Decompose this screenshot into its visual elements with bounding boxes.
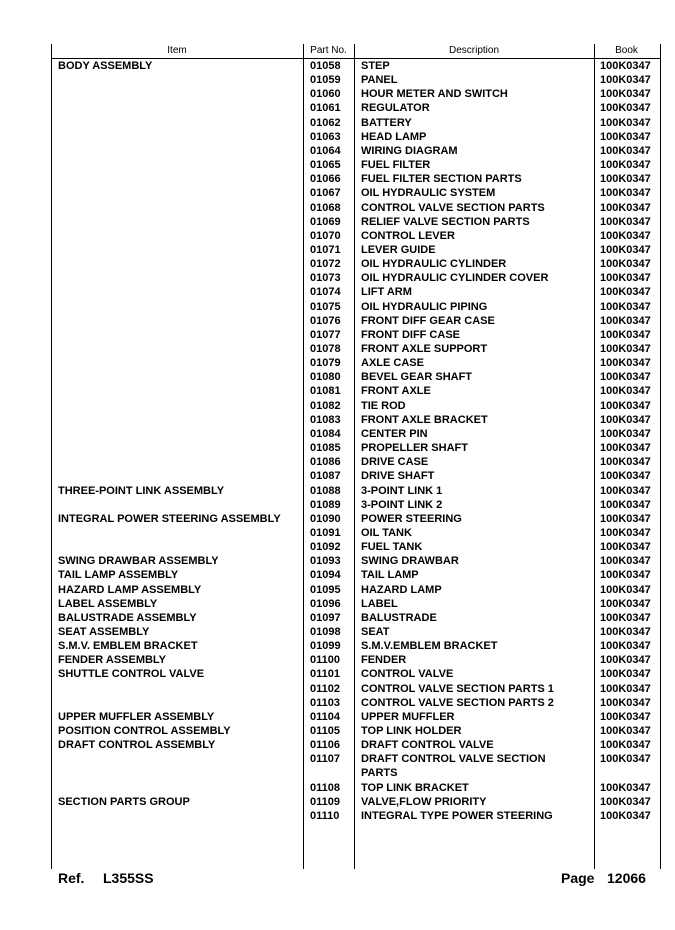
book-cell: 100K0347 <box>600 710 651 723</box>
table-row <box>0 625 675 639</box>
book-cell: 100K0347 <box>600 470 651 483</box>
part-no-cell: 01109 <box>310 795 340 808</box>
table-row <box>0 215 675 229</box>
description-cell: LEVER GUIDE <box>361 243 436 256</box>
description-cell: DRAFT CONTROL VALVE <box>361 739 494 752</box>
part-no-cell: 01065 <box>310 159 341 172</box>
page-number: 12066 <box>607 870 646 886</box>
table-row <box>0 752 675 780</box>
book-cell: 100K0347 <box>600 696 651 709</box>
part-no-cell: 01102 <box>310 682 340 695</box>
table-row <box>0 229 675 243</box>
description-cell: BATTERY <box>361 116 412 129</box>
item-cell: SWING DRAWBAR ASSEMBLY <box>58 555 219 568</box>
description-cell: HOUR METER AND SWITCH <box>361 88 508 101</box>
part-no-cell: 01099 <box>310 640 341 653</box>
description-cell: OIL HYDRAULIC CYLINDER <box>361 258 507 271</box>
table-row <box>0 144 675 158</box>
description-cell: DRIVE SHAFT <box>361 470 435 483</box>
description-cell: PANEL <box>361 74 398 87</box>
book-cell: 100K0347 <box>600 583 651 596</box>
table-row <box>0 384 675 398</box>
description-cell: REGULATOR <box>361 102 430 115</box>
part-no-cell: 01080 <box>310 371 341 384</box>
part-no-cell: 01100 <box>310 654 340 667</box>
book-cell: 100K0347 <box>600 88 651 101</box>
description-cell: FUEL FILTER <box>361 159 431 172</box>
description-cell: FRONT DIFF CASE <box>361 328 460 341</box>
book-cell: 100K0347 <box>600 725 651 738</box>
table-row <box>0 271 675 285</box>
book-cell: 100K0347 <box>600 74 651 87</box>
item-cell: INTEGRAL POWER STEERING ASSEMBLY <box>58 512 281 525</box>
table-row <box>0 101 675 115</box>
ref-label: Ref. <box>58 870 85 886</box>
book-cell: 100K0347 <box>600 60 651 72</box>
description-cell: RELIEF VALVE SECTION PARTS <box>361 215 530 228</box>
book-cell: 100K0347 <box>600 187 651 200</box>
header-part-no: Part No. <box>310 45 347 56</box>
description-cell: OIL HYDRAULIC SYSTEM <box>361 187 496 200</box>
table-row <box>0 611 675 625</box>
part-no-cell: 01108 <box>310 781 340 794</box>
book-cell: 100K0347 <box>600 371 651 384</box>
page-label: Page <box>561 870 595 886</box>
book-cell: 100K0347 <box>600 640 651 653</box>
description-cell: CONTROL VALVE SECTION PARTS 1 <box>361 682 554 695</box>
book-cell: 100K0347 <box>600 611 651 624</box>
part-no-cell: 01082 <box>310 399 341 412</box>
part-no-cell: 01076 <box>310 314 341 327</box>
part-no-cell: 01094 <box>310 569 341 582</box>
item-cell: FENDER ASSEMBLY <box>58 654 166 667</box>
table-row <box>0 526 675 540</box>
book-cell: 100K0347 <box>600 739 651 752</box>
description-cell: LIFT ARM <box>361 286 412 299</box>
table-row <box>0 682 675 696</box>
item-cell: BALUSTRADE ASSEMBLY <box>58 611 197 624</box>
part-no-cell: 01091 <box>310 526 341 539</box>
part-no-cell: 01064 <box>310 144 341 157</box>
table-row <box>0 455 675 469</box>
description-cell: SEAT <box>361 626 390 638</box>
table-row <box>0 87 675 101</box>
book-cell: 100K0347 <box>600 159 651 172</box>
part-no-cell: 01061 <box>310 102 341 115</box>
book-cell: 100K0347 <box>600 102 651 115</box>
book-cell: 100K0347 <box>600 357 651 370</box>
table-row <box>0 498 675 512</box>
part-no-cell: 01063 <box>310 130 341 143</box>
part-no-cell: 01098 <box>310 626 341 638</box>
book-cell: 100K0347 <box>600 258 651 271</box>
book-cell: 100K0347 <box>600 215 651 228</box>
book-cell: 100K0347 <box>600 654 651 667</box>
part-no-cell: 01087 <box>310 470 341 483</box>
table-row <box>0 172 675 186</box>
description-cell: HAZARD LAMP <box>361 583 442 596</box>
table-row <box>0 116 675 130</box>
table-row <box>0 370 675 384</box>
book-cell: 100K0347 <box>600 555 651 568</box>
book-cell: 100K0347 <box>600 399 651 412</box>
item-cell: SHUTTLE CONTROL VALVE <box>58 668 205 681</box>
book-cell: 100K0347 <box>600 498 651 511</box>
book-cell: 100K0347 <box>600 427 651 440</box>
book-cell: 100K0347 <box>600 300 651 313</box>
part-no-cell: 01070 <box>310 229 341 242</box>
book-cell: 100K0347 <box>600 272 651 285</box>
part-no-cell: 01104 <box>310 710 340 723</box>
part-no-cell: 01079 <box>310 357 341 370</box>
part-no-cell: 01058 <box>310 60 341 72</box>
table-row <box>0 342 675 356</box>
table-row <box>0 441 675 455</box>
description-cell: PROPELLER SHAFT <box>361 442 468 455</box>
part-no-cell: 01105 <box>310 725 340 738</box>
table-row <box>0 710 675 724</box>
part-no-cell: 01110 <box>310 809 340 822</box>
description-cell: DRAFT CONTROL VALVE SECTION <box>361 753 546 766</box>
table-row <box>0 653 675 667</box>
item-cell: TAIL LAMP ASSEMBLY <box>58 569 179 582</box>
part-no-cell: 01093 <box>310 555 341 568</box>
part-no-cell: 01089 <box>310 498 341 511</box>
book-cell: 100K0347 <box>600 243 651 256</box>
description-cell: BEVEL GEAR SHAFT <box>361 371 473 384</box>
part-no-cell: 01078 <box>310 343 341 355</box>
table-row <box>0 795 675 809</box>
table-row <box>0 201 675 215</box>
item-cell: BODY ASSEMBLY <box>58 60 153 72</box>
item-cell: DRAFT CONTROL ASSEMBLY <box>58 739 216 752</box>
description-cell: DRIVE CASE <box>361 456 429 469</box>
book-cell: 100K0347 <box>600 809 651 822</box>
description-cell: FUEL TANK <box>361 541 423 554</box>
part-no-cell: 01081 <box>310 385 341 398</box>
book-cell: 100K0347 <box>600 541 651 554</box>
book-cell: 100K0347 <box>600 385 651 398</box>
description-cell: TOP LINK BRACKET <box>361 781 469 794</box>
table-row <box>0 243 675 257</box>
book-cell: 100K0347 <box>600 597 651 610</box>
part-no-cell: 01060 <box>310 88 341 101</box>
description-cell: CONTROL VALVE SECTION PARTS <box>361 201 545 214</box>
description-cell: BALUSTRADE <box>361 611 437 624</box>
table-row <box>0 597 675 611</box>
description-cell: LABEL <box>361 597 398 610</box>
table-row <box>0 809 675 823</box>
table-row <box>0 512 675 526</box>
book-cell: 100K0347 <box>600 753 651 766</box>
part-no-cell: 01059 <box>310 74 341 87</box>
book-cell: 100K0347 <box>600 314 651 327</box>
description-cell: FRONT AXLE BRACKET <box>361 413 488 426</box>
book-cell: 100K0347 <box>600 116 651 129</box>
table-row <box>0 696 675 710</box>
description-cell: UPPER MUFFLER <box>361 710 455 723</box>
book-cell: 100K0347 <box>600 626 651 638</box>
part-no-cell: 01097 <box>310 611 341 624</box>
part-no-cell: 01096 <box>310 597 341 610</box>
table-row <box>0 59 675 73</box>
description-cell: FUEL FILTER SECTION PARTS <box>361 173 522 186</box>
description-cell: VALVE,FLOW PRIORITY <box>361 795 487 808</box>
book-cell: 100K0347 <box>600 229 651 242</box>
table-row <box>0 781 675 795</box>
part-no-cell: 01086 <box>310 456 341 469</box>
description-cell: HEAD LAMP <box>361 130 427 143</box>
table-row <box>0 413 675 427</box>
table-row <box>0 738 675 752</box>
description-cell: FRONT AXLE <box>361 385 431 398</box>
item-cell: THREE-POINT LINK ASSEMBLY <box>58 484 225 497</box>
table-row <box>0 257 675 271</box>
description-cell: AXLE CASE <box>361 357 424 370</box>
part-no-cell: 01101 <box>310 668 340 681</box>
part-no-cell: 01074 <box>310 286 341 299</box>
part-no-cell: 01085 <box>310 442 341 455</box>
description-cell: TIE ROD <box>361 399 406 412</box>
part-no-cell: 01092 <box>310 541 341 554</box>
header-description: Description <box>448 45 500 56</box>
table-row <box>0 356 675 370</box>
book-cell: 100K0347 <box>600 512 651 525</box>
item-cell: SECTION PARTS GROUP <box>58 795 190 808</box>
book-cell: 100K0347 <box>600 343 651 355</box>
part-no-cell: 01095 <box>310 583 341 596</box>
part-no-cell: 01107 <box>310 753 340 766</box>
table-row <box>0 73 675 87</box>
table-row <box>0 554 675 568</box>
part-no-cell: 01090 <box>310 512 341 525</box>
table-row <box>0 186 675 200</box>
description-cell: CONTROL VALVE SECTION PARTS 2 <box>361 696 554 709</box>
table-row <box>0 300 675 314</box>
item-cell: SEAT ASSEMBLY <box>58 626 150 638</box>
description-cell: OIL HYDRAULIC CYLINDER COVER <box>361 272 549 285</box>
part-no-cell: 01068 <box>310 201 341 214</box>
header-book: Book <box>615 45 638 56</box>
book-cell: 100K0347 <box>600 286 651 299</box>
book-cell: 100K0347 <box>600 526 651 539</box>
part-no-cell: 01103 <box>310 696 340 709</box>
table-row <box>0 583 675 597</box>
description-cell: CONTROL VALVE <box>361 668 454 681</box>
item-cell: HAZARD LAMP ASSEMBLY <box>58 583 202 596</box>
book-cell: 100K0347 <box>600 130 651 143</box>
part-no-cell: 01073 <box>310 272 341 285</box>
description-cell: OIL HYDRAULIC PIPING <box>361 300 488 313</box>
part-no-cell: 01067 <box>310 187 341 200</box>
item-cell: LABEL ASSEMBLY <box>58 597 158 610</box>
item-cell: POSITION CONTROL ASSEMBLY <box>58 725 231 738</box>
book-cell: 100K0347 <box>600 328 651 341</box>
table-row <box>0 639 675 653</box>
table-row <box>0 540 675 554</box>
description-cell: POWER STEERING <box>361 512 462 525</box>
description-cell: INTEGRAL TYPE POWER STEERING <box>361 809 553 822</box>
part-no-cell: 01088 <box>310 484 341 497</box>
description-cell: SWING DRAWBAR <box>361 555 459 568</box>
table-row <box>0 469 675 483</box>
description-cell: OIL TANK <box>361 526 412 539</box>
book-cell: 100K0347 <box>600 569 651 582</box>
item-cell: UPPER MUFFLER ASSEMBLY <box>58 710 215 723</box>
description-cell-continued: PARTS <box>361 767 398 780</box>
book-cell: 100K0347 <box>600 144 651 157</box>
table-row <box>0 724 675 738</box>
part-no-cell: 01072 <box>310 258 341 271</box>
description-cell: S.M.V.EMBLEM BRACKET <box>361 640 498 653</box>
description-cell: 3-POINT LINK 2 <box>361 498 443 511</box>
part-no-cell: 01062 <box>310 116 341 129</box>
header-item: Item <box>167 45 187 56</box>
description-cell: FENDER <box>361 654 407 667</box>
book-cell: 100K0347 <box>600 781 651 794</box>
book-cell: 100K0347 <box>600 484 651 497</box>
book-cell: 100K0347 <box>600 456 651 469</box>
part-no-cell: 01084 <box>310 427 341 440</box>
description-cell: STEP <box>361 60 390 72</box>
part-no-cell: 01075 <box>310 300 341 313</box>
description-cell: FRONT DIFF GEAR CASE <box>361 314 495 327</box>
description-cell: WIRING DIAGRAM <box>361 144 458 157</box>
table-row <box>0 399 675 413</box>
part-no-cell: 01069 <box>310 215 341 228</box>
book-cell: 100K0347 <box>600 668 651 681</box>
book-cell: 100K0347 <box>600 682 651 695</box>
table-row <box>0 667 675 681</box>
book-cell: 100K0347 <box>600 795 651 808</box>
item-cell: S.M.V. EMBLEM BRACKET <box>58 640 198 653</box>
part-no-cell: 01071 <box>310 243 341 256</box>
table-row <box>0 484 675 498</box>
book-cell: 100K0347 <box>600 442 651 455</box>
description-cell: TOP LINK HOLDER <box>361 725 462 738</box>
table-row <box>0 158 675 172</box>
book-cell: 100K0347 <box>600 201 651 214</box>
table-row <box>0 427 675 441</box>
description-cell: 3-POINT LINK 1 <box>361 484 443 497</box>
description-cell: CONTROL LEVER <box>361 229 455 242</box>
book-cell: 100K0347 <box>600 173 651 186</box>
part-no-cell: 01077 <box>310 328 341 341</box>
description-cell: TAIL LAMP <box>361 569 419 582</box>
table-row <box>0 130 675 144</box>
description-cell: CENTER PIN <box>361 427 428 440</box>
table-row <box>0 328 675 342</box>
table-row <box>0 314 675 328</box>
part-no-cell: 01106 <box>310 739 340 752</box>
part-no-cell: 01083 <box>310 413 341 426</box>
ref-value: L355SS <box>103 870 154 886</box>
description-cell: FRONT AXLE SUPPORT <box>361 343 488 355</box>
table-row <box>0 285 675 299</box>
book-cell: 100K0347 <box>600 413 651 426</box>
table-row <box>0 568 675 582</box>
part-no-cell: 01066 <box>310 173 341 186</box>
